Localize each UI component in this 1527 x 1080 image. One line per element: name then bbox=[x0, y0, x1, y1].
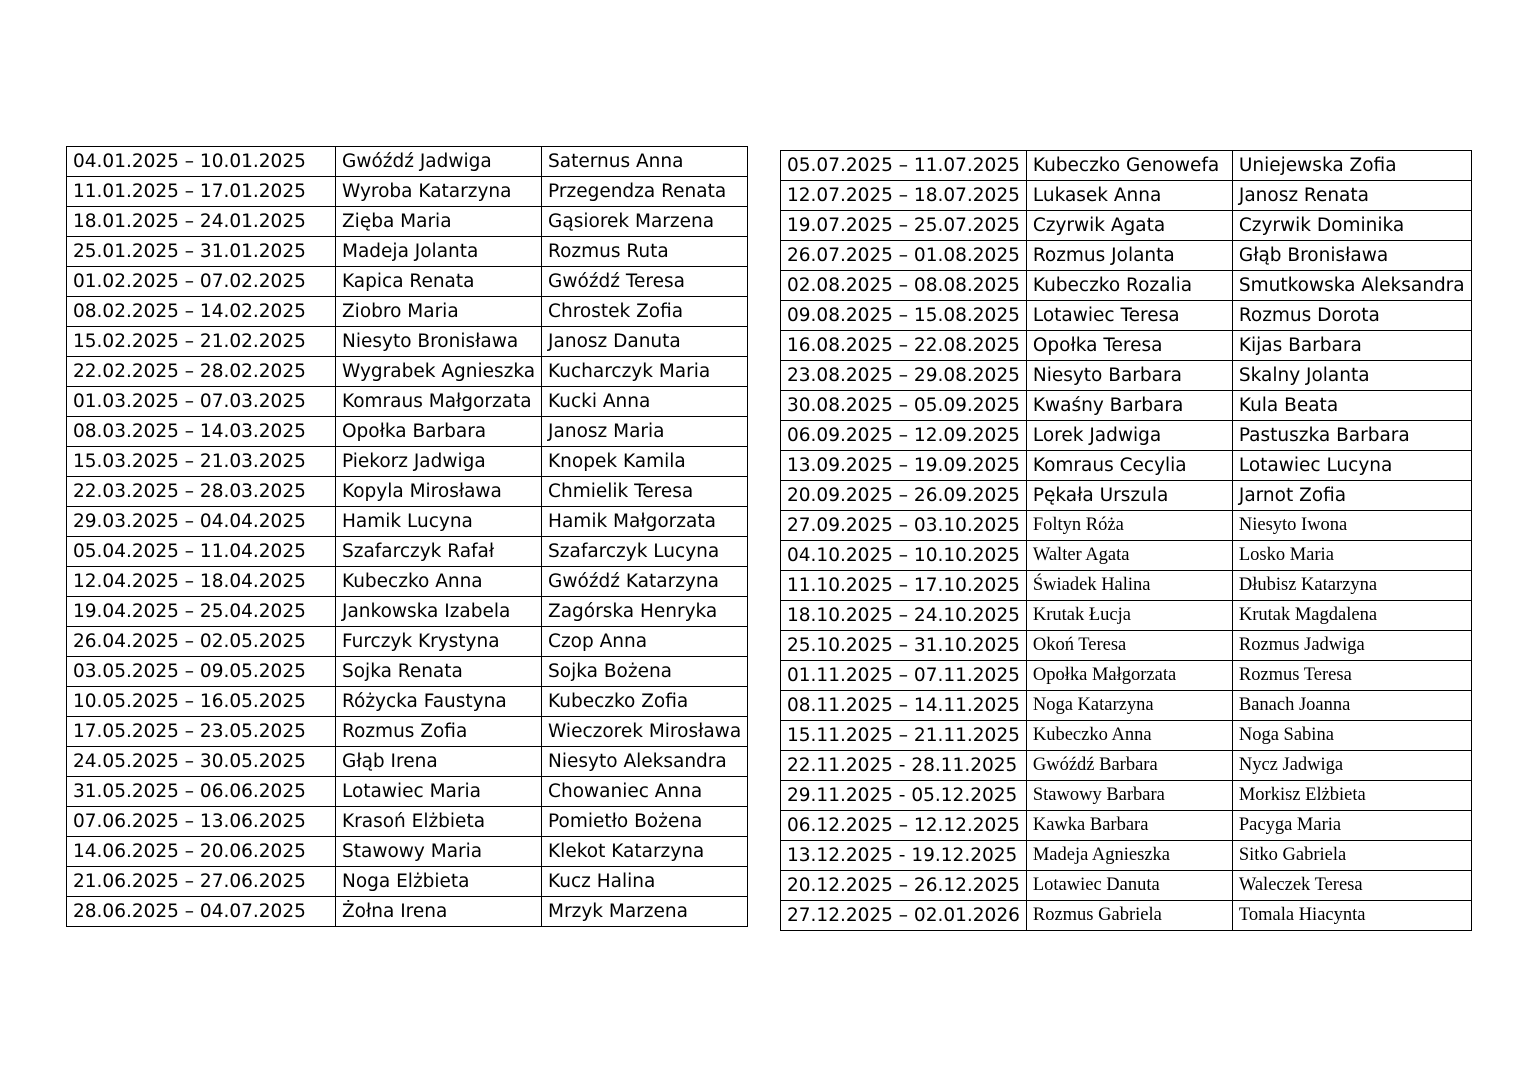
second-person-cell: Pomietło Bożena bbox=[542, 807, 748, 837]
table-row bbox=[781, 421, 1472, 451]
date-range-cell: 25.10.2025 – 31.10.2025 bbox=[781, 631, 1027, 661]
second-person-cell: Saternus Anna bbox=[542, 147, 748, 177]
date-range-cell: 29.03.2025 – 04.04.2025 bbox=[67, 507, 336, 537]
first-person-cell: Sojka Renata bbox=[336, 657, 542, 687]
date-range-cell: 22.11.2025 - 28.11.2025 bbox=[781, 751, 1027, 781]
second-person-cell: Rozmus Jadwiga bbox=[1232, 631, 1471, 661]
table-row bbox=[781, 781, 1472, 811]
table-row bbox=[67, 717, 748, 747]
date-range-cell: 25.01.2025 – 31.01.2025 bbox=[67, 237, 336, 267]
table-row bbox=[67, 417, 748, 447]
first-person-cell: Lotawiec Danuta bbox=[1026, 871, 1232, 901]
second-person-cell: Kubeczko Zofia bbox=[542, 687, 748, 717]
second-person-cell: Kucharczyk Maria bbox=[542, 357, 748, 387]
first-person-cell: Foltyn Róża bbox=[1026, 511, 1232, 541]
table-row bbox=[67, 147, 748, 177]
table-row bbox=[781, 751, 1472, 781]
first-person-cell: Różycka Faustyna bbox=[336, 687, 542, 717]
table-row bbox=[781, 571, 1472, 601]
first-person-cell: Piekorz Jadwiga bbox=[336, 447, 542, 477]
date-range-cell: 02.08.2025 – 08.08.2025 bbox=[781, 271, 1027, 301]
table-row bbox=[67, 627, 748, 657]
second-person-cell: Janosz Renata bbox=[1232, 181, 1471, 211]
table-row bbox=[67, 357, 748, 387]
table-row bbox=[781, 871, 1472, 901]
first-person-cell: Rozmus Zofia bbox=[336, 717, 542, 747]
first-person-cell: Noga Elżbieta bbox=[336, 867, 542, 897]
first-person-cell: Głąb Irena bbox=[336, 747, 542, 777]
first-person-cell: Kwaśny Barbara bbox=[1026, 391, 1232, 421]
second-person-cell: Głąb Bronisława bbox=[1232, 241, 1471, 271]
date-range-cell: 06.12.2025 – 12.12.2025 bbox=[781, 811, 1027, 841]
table-row bbox=[67, 267, 748, 297]
second-person-cell: Morkisz Elżbieta bbox=[1232, 781, 1471, 811]
table-row bbox=[67, 567, 748, 597]
table-row bbox=[67, 297, 748, 327]
table-row bbox=[781, 211, 1472, 241]
table-row bbox=[67, 837, 748, 867]
date-range-cell: 15.03.2025 – 21.03.2025 bbox=[67, 447, 336, 477]
date-range-cell: 24.05.2025 – 30.05.2025 bbox=[67, 747, 336, 777]
second-person-cell: Pastuszka Barbara bbox=[1232, 421, 1471, 451]
date-range-cell: 22.03.2025 – 28.03.2025 bbox=[67, 477, 336, 507]
date-range-cell: 15.11.2025 – 21.11.2025 bbox=[781, 721, 1027, 751]
second-person-cell: Chmielik Teresa bbox=[542, 477, 748, 507]
schedule-table-left bbox=[66, 146, 748, 927]
second-person-cell: Klekot Katarzyna bbox=[542, 837, 748, 867]
second-person-cell: Noga Sabina bbox=[1232, 721, 1471, 751]
second-person-cell: Chowaniec Anna bbox=[542, 777, 748, 807]
first-person-cell: Kopyla Mirosława bbox=[336, 477, 542, 507]
second-person-cell: Chrostek Zofia bbox=[542, 297, 748, 327]
table-row bbox=[781, 721, 1472, 751]
second-person-cell: Niesyto Iwona bbox=[1232, 511, 1471, 541]
first-person-cell: Krasoń Elżbieta bbox=[336, 807, 542, 837]
table-row bbox=[67, 807, 748, 837]
table-row bbox=[67, 777, 748, 807]
date-range-cell: 09.08.2025 – 15.08.2025 bbox=[781, 301, 1027, 331]
date-range-cell: 05.07.2025 – 11.07.2025 bbox=[781, 151, 1027, 181]
second-person-cell: Szafarczyk Lucyna bbox=[542, 537, 748, 567]
table-row bbox=[67, 477, 748, 507]
first-person-cell: Okoń Teresa bbox=[1026, 631, 1232, 661]
second-person-cell: Kucz Halina bbox=[542, 867, 748, 897]
date-range-cell: 21.06.2025 – 27.06.2025 bbox=[67, 867, 336, 897]
date-range-cell: 11.01.2025 – 17.01.2025 bbox=[67, 177, 336, 207]
first-person-cell: Lorek Jadwiga bbox=[1026, 421, 1232, 451]
table-row bbox=[67, 507, 748, 537]
second-person-cell: Waleczek Teresa bbox=[1232, 871, 1471, 901]
first-person-cell: Niesyto Bronisława bbox=[336, 327, 542, 357]
schedule-table-left-body bbox=[67, 147, 748, 927]
second-person-cell: Rozmus Ruta bbox=[542, 237, 748, 267]
table-row bbox=[781, 151, 1472, 181]
table-row bbox=[781, 331, 1472, 361]
table-row bbox=[781, 391, 1472, 421]
first-person-cell: Ziobro Maria bbox=[336, 297, 542, 327]
table-row bbox=[67, 387, 748, 417]
date-range-cell: 26.04.2025 – 02.05.2025 bbox=[67, 627, 336, 657]
date-range-cell: 29.11.2025 - 05.12.2025 bbox=[781, 781, 1027, 811]
table-row bbox=[781, 511, 1472, 541]
date-range-cell: 08.02.2025 – 14.02.2025 bbox=[67, 297, 336, 327]
date-range-cell: 01.03.2025 – 07.03.2025 bbox=[67, 387, 336, 417]
first-person-cell: Lotawiec Maria bbox=[336, 777, 542, 807]
table-row bbox=[67, 897, 748, 927]
first-person-cell: Komraus Małgorzata bbox=[336, 387, 542, 417]
second-person-cell: Janosz Danuta bbox=[542, 327, 748, 357]
second-person-cell: Mrzyk Marzena bbox=[542, 897, 748, 927]
first-person-cell: Czyrwik Agata bbox=[1026, 211, 1232, 241]
date-range-cell: 28.06.2025 – 04.07.2025 bbox=[67, 897, 336, 927]
table-row bbox=[781, 631, 1472, 661]
date-range-cell: 12.04.2025 – 18.04.2025 bbox=[67, 567, 336, 597]
schedule-table-right bbox=[780, 150, 1472, 931]
date-range-cell: 07.06.2025 – 13.06.2025 bbox=[67, 807, 336, 837]
first-person-cell: Rozmus Gabriela bbox=[1026, 901, 1232, 931]
second-person-cell: Pacyga Maria bbox=[1232, 811, 1471, 841]
date-range-cell: 05.04.2025 – 11.04.2025 bbox=[67, 537, 336, 567]
table-row bbox=[67, 867, 748, 897]
first-person-cell: Gwóźdź Jadwiga bbox=[336, 147, 542, 177]
second-person-cell: Rozmus Teresa bbox=[1232, 661, 1471, 691]
date-range-cell: 23.08.2025 – 29.08.2025 bbox=[781, 361, 1027, 391]
first-person-cell: Kubeczko Anna bbox=[1026, 721, 1232, 751]
first-person-cell: Krutak Łucja bbox=[1026, 601, 1232, 631]
table-row bbox=[67, 597, 748, 627]
date-range-cell: 11.10.2025 – 17.10.2025 bbox=[781, 571, 1027, 601]
table-row bbox=[781, 811, 1472, 841]
first-person-cell: Madeja Agnieszka bbox=[1026, 841, 1232, 871]
second-person-cell: Gąsiorek Marzena bbox=[542, 207, 748, 237]
date-range-cell: 14.06.2025 – 20.06.2025 bbox=[67, 837, 336, 867]
first-person-cell: Komraus Cecylia bbox=[1026, 451, 1232, 481]
table-row bbox=[781, 481, 1472, 511]
date-range-cell: 06.09.2025 – 12.09.2025 bbox=[781, 421, 1027, 451]
date-range-cell: 19.04.2025 – 25.04.2025 bbox=[67, 597, 336, 627]
date-range-cell: 15.02.2025 – 21.02.2025 bbox=[67, 327, 336, 357]
second-person-cell: Sitko Gabriela bbox=[1232, 841, 1471, 871]
table-row bbox=[67, 687, 748, 717]
first-person-cell: Kubeczko Genowefa bbox=[1026, 151, 1232, 181]
second-person-cell: Losko Maria bbox=[1232, 541, 1471, 571]
second-person-cell: Wieczorek Mirosława bbox=[542, 717, 748, 747]
first-person-cell: Wygrabek Agnieszka bbox=[336, 357, 542, 387]
table-row bbox=[781, 361, 1472, 391]
date-range-cell: 01.02.2025 – 07.02.2025 bbox=[67, 267, 336, 297]
table-row bbox=[67, 537, 748, 567]
schedule-table-right-body bbox=[781, 151, 1472, 931]
first-person-cell: Kapica Renata bbox=[336, 267, 542, 297]
table-row bbox=[781, 181, 1472, 211]
first-person-cell: Opołka Teresa bbox=[1026, 331, 1232, 361]
second-person-cell: Rozmus Dorota bbox=[1232, 301, 1471, 331]
second-person-cell: Tomala Hiacynta bbox=[1232, 901, 1471, 931]
second-person-cell: Dłubisz Katarzyna bbox=[1232, 571, 1471, 601]
date-range-cell: 16.08.2025 – 22.08.2025 bbox=[781, 331, 1027, 361]
table-row bbox=[781, 601, 1472, 631]
table-row bbox=[781, 901, 1472, 931]
table-row bbox=[781, 541, 1472, 571]
first-person-cell: Noga Katarzyna bbox=[1026, 691, 1232, 721]
table-row bbox=[67, 327, 748, 357]
table-row bbox=[781, 451, 1472, 481]
second-person-cell: Czyrwik Dominika bbox=[1232, 211, 1471, 241]
first-person-cell: Walter Agata bbox=[1026, 541, 1232, 571]
date-range-cell: 01.11.2025 – 07.11.2025 bbox=[781, 661, 1027, 691]
table-row bbox=[781, 271, 1472, 301]
first-person-cell: Stawowy Maria bbox=[336, 837, 542, 867]
table-row bbox=[781, 301, 1472, 331]
date-range-cell: 30.08.2025 – 05.09.2025 bbox=[781, 391, 1027, 421]
table-row bbox=[781, 661, 1472, 691]
second-person-cell: Knopek Kamila bbox=[542, 447, 748, 477]
second-person-cell: Nycz Jadwiga bbox=[1232, 751, 1471, 781]
table-row bbox=[67, 747, 748, 777]
first-person-cell: Jankowska Izabela bbox=[336, 597, 542, 627]
first-person-cell: Rozmus Jolanta bbox=[1026, 241, 1232, 271]
table-row bbox=[67, 177, 748, 207]
second-person-cell: Kijas Barbara bbox=[1232, 331, 1471, 361]
first-person-cell: Stawowy Barbara bbox=[1026, 781, 1232, 811]
second-person-cell: Zagórska Henryka bbox=[542, 597, 748, 627]
date-range-cell: 03.05.2025 – 09.05.2025 bbox=[67, 657, 336, 687]
second-person-cell: Gwóźdź Katarzyna bbox=[542, 567, 748, 597]
first-person-cell: Wyroba Katarzyna bbox=[336, 177, 542, 207]
date-range-cell: 08.11.2025 – 14.11.2025 bbox=[781, 691, 1027, 721]
date-range-cell: 20.09.2025 – 26.09.2025 bbox=[781, 481, 1027, 511]
table-row bbox=[67, 207, 748, 237]
first-person-cell: Żołna Irena bbox=[336, 897, 542, 927]
first-person-cell: Lukasek Anna bbox=[1026, 181, 1232, 211]
first-person-cell: Kubeczko Anna bbox=[336, 567, 542, 597]
first-person-cell: Kubeczko Rozalia bbox=[1026, 271, 1232, 301]
date-range-cell: 31.05.2025 – 06.06.2025 bbox=[67, 777, 336, 807]
second-person-cell: Banach Joanna bbox=[1232, 691, 1471, 721]
date-range-cell: 10.05.2025 – 16.05.2025 bbox=[67, 687, 336, 717]
second-person-cell: Sojka Bożena bbox=[542, 657, 748, 687]
second-person-cell: Jarnot Zofia bbox=[1232, 481, 1471, 511]
date-range-cell: 13.09.2025 – 19.09.2025 bbox=[781, 451, 1027, 481]
first-person-cell: Pękała Urszula bbox=[1026, 481, 1232, 511]
first-person-cell: Kawka Barbara bbox=[1026, 811, 1232, 841]
first-person-cell: Lotawiec Teresa bbox=[1026, 301, 1232, 331]
second-person-cell: Przegendza Renata bbox=[542, 177, 748, 207]
date-range-cell: 18.10.2025 – 24.10.2025 bbox=[781, 601, 1027, 631]
first-person-cell: Opołka Barbara bbox=[336, 417, 542, 447]
first-person-cell: Hamik Lucyna bbox=[336, 507, 542, 537]
table-row bbox=[781, 691, 1472, 721]
date-range-cell: 20.12.2025 – 26.12.2025 bbox=[781, 871, 1027, 901]
table-row bbox=[781, 241, 1472, 271]
second-person-cell: Skalny Jolanta bbox=[1232, 361, 1471, 391]
first-person-cell: Furczyk Krystyna bbox=[336, 627, 542, 657]
first-person-cell: Madeja Jolanta bbox=[336, 237, 542, 267]
second-person-cell: Janosz Maria bbox=[542, 417, 748, 447]
second-person-cell: Gwóźdź Teresa bbox=[542, 267, 748, 297]
second-person-cell: Niesyto Aleksandra bbox=[542, 747, 748, 777]
first-person-cell: Niesyto Barbara bbox=[1026, 361, 1232, 391]
table-row bbox=[67, 657, 748, 687]
date-range-cell: 13.12.2025 - 19.12.2025 bbox=[781, 841, 1027, 871]
date-range-cell: 04.01.2025 – 10.01.2025 bbox=[67, 147, 336, 177]
date-range-cell: 26.07.2025 – 01.08.2025 bbox=[781, 241, 1027, 271]
second-person-cell: Kucki Anna bbox=[542, 387, 748, 417]
second-person-cell: Smutkowska Aleksandra bbox=[1232, 271, 1471, 301]
table-row bbox=[781, 841, 1472, 871]
date-range-cell: 27.12.2025 – 02.01.2026 bbox=[781, 901, 1027, 931]
second-person-cell: Uniejewska Zofia bbox=[1232, 151, 1471, 181]
date-range-cell: 04.10.2025 – 10.10.2025 bbox=[781, 541, 1027, 571]
date-range-cell: 22.02.2025 – 28.02.2025 bbox=[67, 357, 336, 387]
first-person-cell: Szafarczyk Rafał bbox=[336, 537, 542, 567]
date-range-cell: 19.07.2025 – 25.07.2025 bbox=[781, 211, 1027, 241]
date-range-cell: 18.01.2025 – 24.01.2025 bbox=[67, 207, 336, 237]
table-row bbox=[67, 447, 748, 477]
second-person-cell: Hamik Małgorzata bbox=[542, 507, 748, 537]
first-person-cell: Gwóźdź Barbara bbox=[1026, 751, 1232, 781]
date-range-cell: 08.03.2025 – 14.03.2025 bbox=[67, 417, 336, 447]
date-range-cell: 27.09.2025 – 03.10.2025 bbox=[781, 511, 1027, 541]
second-person-cell: Lotawiec Lucyna bbox=[1232, 451, 1471, 481]
second-person-cell: Czop Anna bbox=[542, 627, 748, 657]
second-person-cell: Krutak Magdalena bbox=[1232, 601, 1471, 631]
date-range-cell: 17.05.2025 – 23.05.2025 bbox=[67, 717, 336, 747]
first-person-cell: Świadek Halina bbox=[1026, 571, 1232, 601]
table-row bbox=[67, 237, 748, 267]
second-person-cell: Kula Beata bbox=[1232, 391, 1471, 421]
first-person-cell: Zięba Maria bbox=[336, 207, 542, 237]
first-person-cell: Opołka Małgorzata bbox=[1026, 661, 1232, 691]
date-range-cell: 12.07.2025 – 18.07.2025 bbox=[781, 181, 1027, 211]
